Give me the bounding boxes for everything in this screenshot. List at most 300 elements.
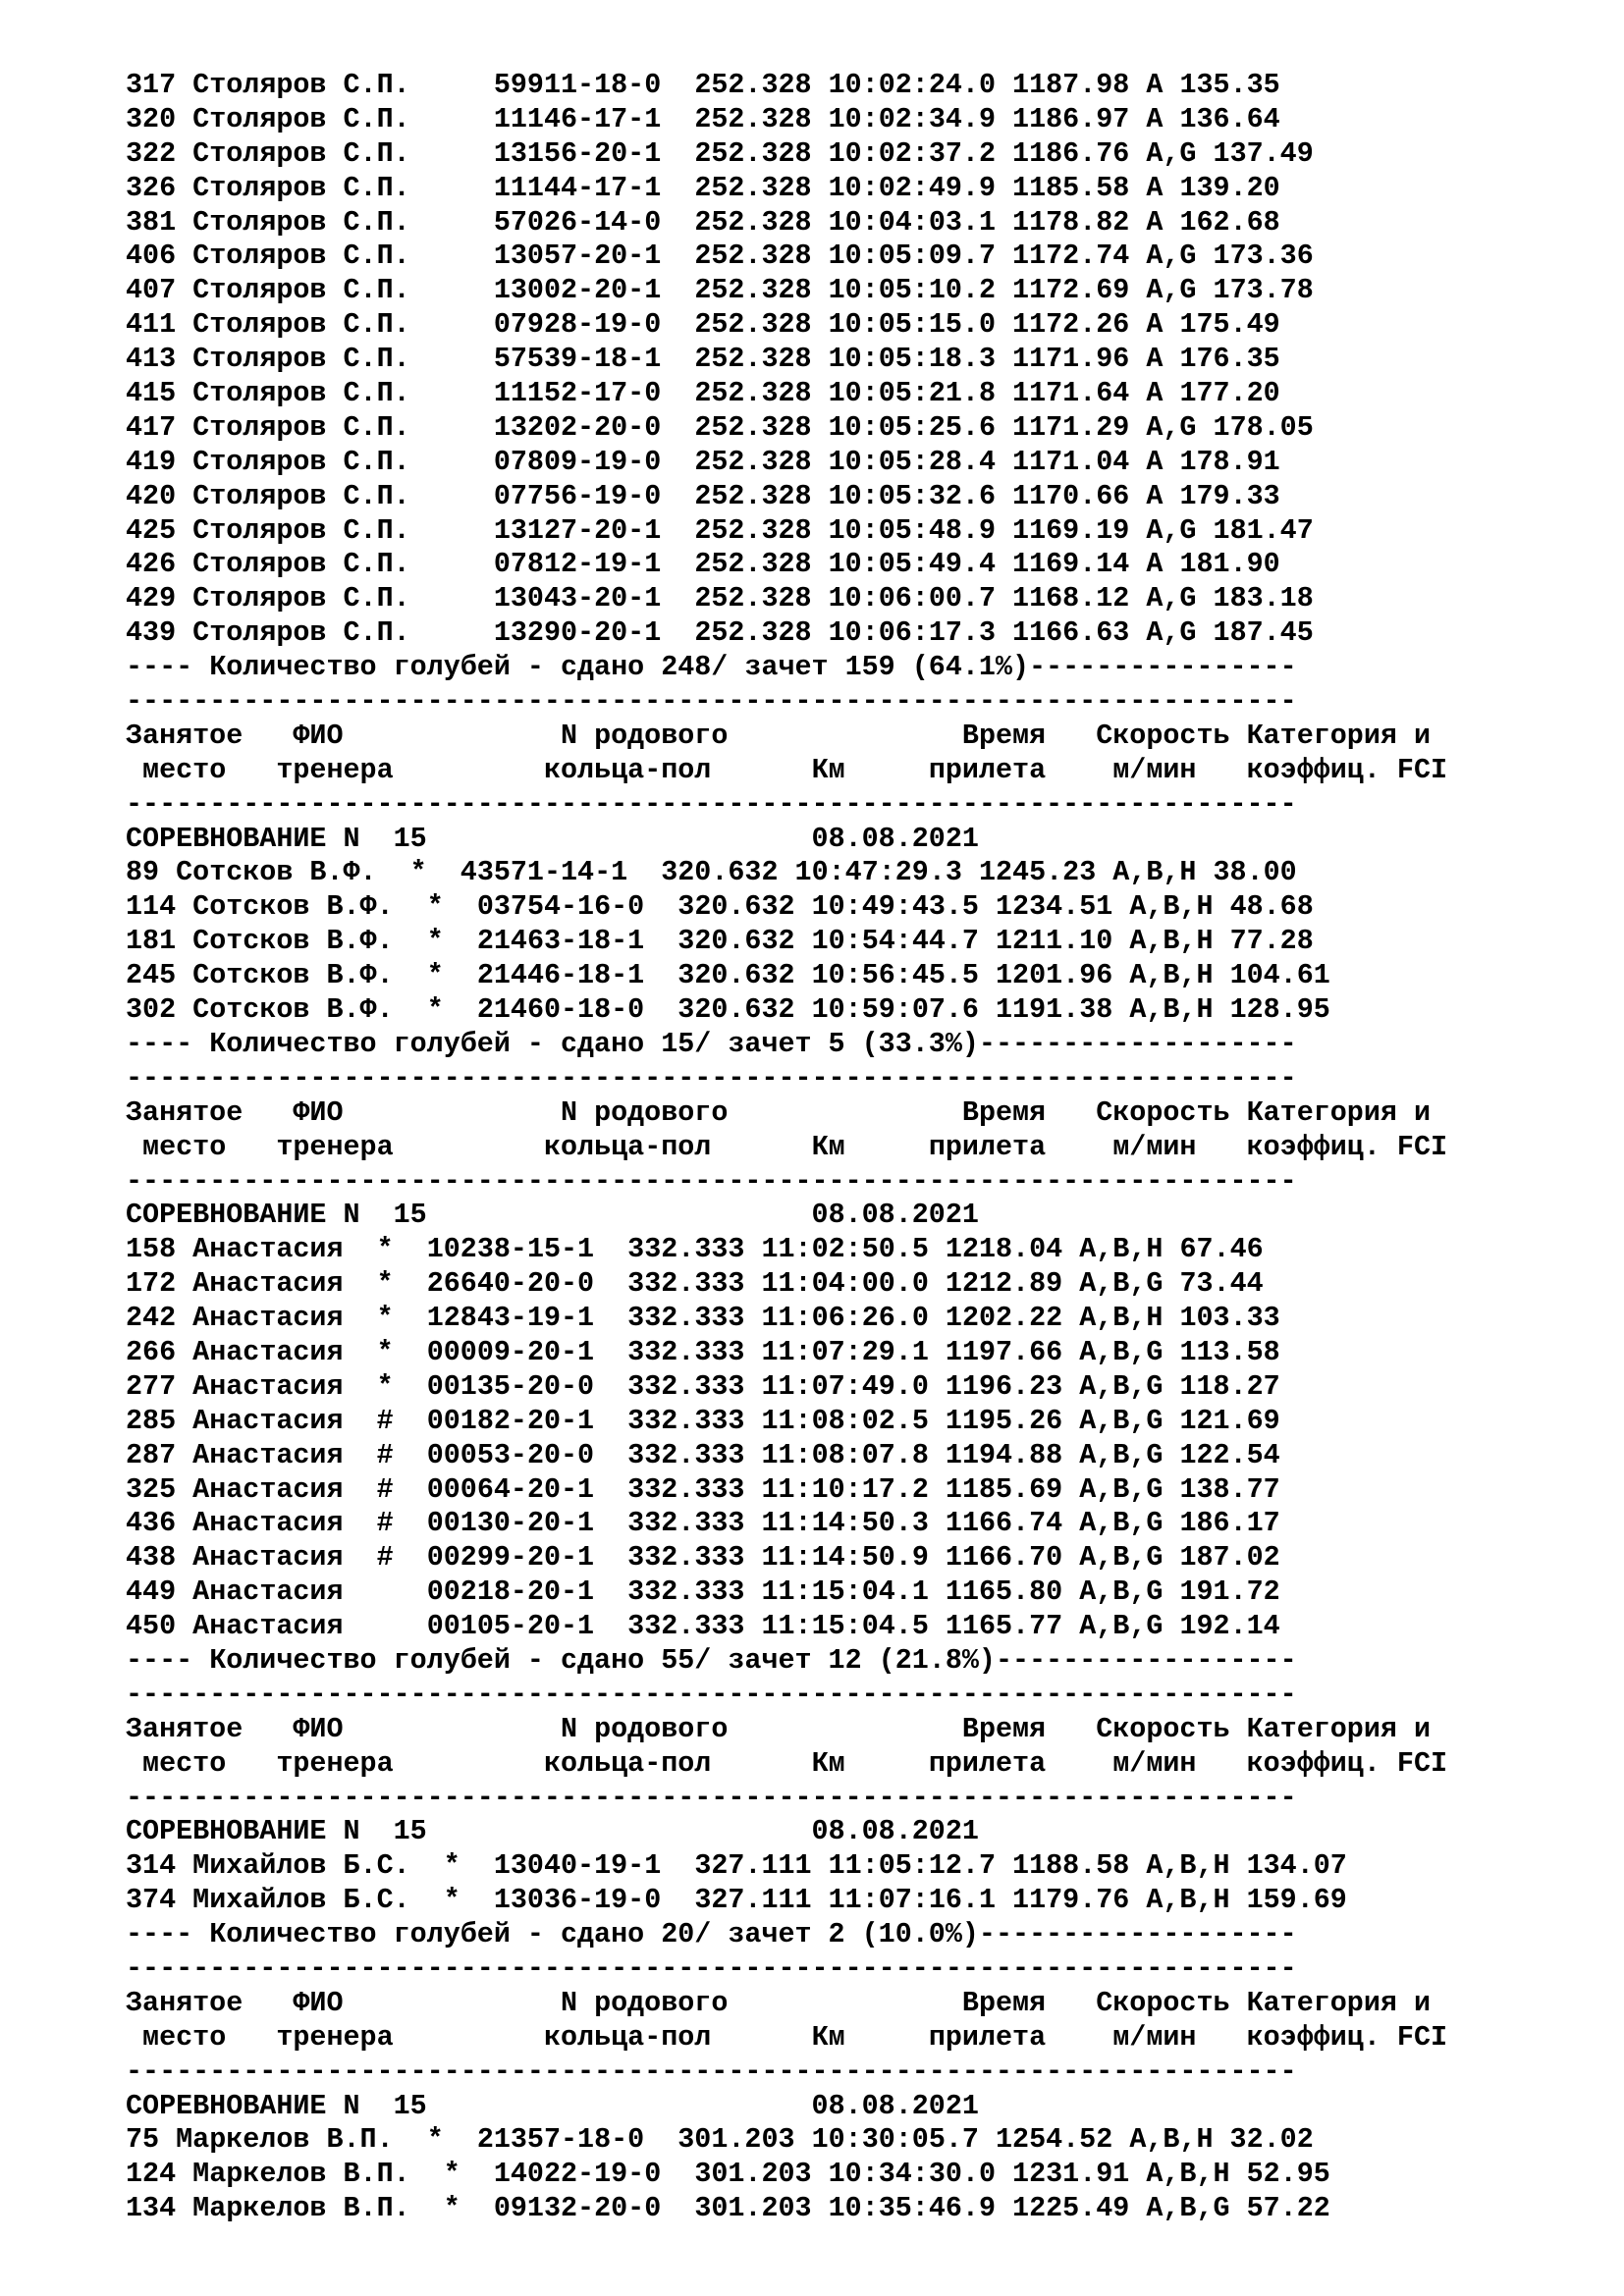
result-row <box>126 1473 1598 1508</box>
place: 172 <box>126 1267 177 1301</box>
place: 420 <box>126 479 177 512</box>
result-row <box>126 103 1598 137</box>
bird-mark <box>444 411 460 444</box>
ring-number: 00053-20-0 <box>426 1438 595 1471</box>
bird-mark <box>444 103 460 135</box>
trainer-name: Анастасия <box>192 1233 344 1266</box>
competition-date: 08.08.2021 <box>811 1815 979 1848</box>
header-place: Занятое <box>126 1986 244 2019</box>
arrival-time: 10:05:15.0 <box>828 308 996 342</box>
header-coef-fci: коэффиц. FCI <box>1246 1746 1448 1780</box>
speed: 1172.69 <box>1012 274 1130 307</box>
trainer-name: Столяров С.П. <box>192 343 410 376</box>
fci-coefficient: 187.02 <box>1179 1541 1280 1575</box>
header-time: Время <box>961 1712 1047 1745</box>
arrival-time: 11:04:00.0 <box>761 1267 929 1301</box>
result-row <box>126 1302 1598 1336</box>
bird-mark <box>444 69 460 101</box>
fci-coefficient: 77.28 <box>1229 925 1314 958</box>
result-row <box>126 274 1598 308</box>
header-place-2: место <box>142 1130 227 1163</box>
fci-coefficient: 178.05 <box>1213 410 1314 444</box>
header-time: Время <box>961 1095 1047 1129</box>
result-row <box>126 446 1598 480</box>
place: 114 <box>126 890 177 924</box>
result-row <box>126 1439 1598 1473</box>
summary-text: Количество голубей - сдано 15/ зачет 5 (33.3%) <box>209 1027 979 1060</box>
distance-km: 252.328 <box>694 205 812 239</box>
speed: 1171.96 <box>1012 343 1130 376</box>
speed: 1194.88 <box>945 1438 1063 1471</box>
place: 124 <box>126 2158 177 2191</box>
result-row <box>126 1405 1598 1439</box>
header-name-2: тренера <box>276 2020 394 2054</box>
bird-mark <box>444 548 460 580</box>
place: 317 <box>126 69 177 101</box>
category: A <box>1146 377 1164 410</box>
arrival-time: 10:56:45.5 <box>811 959 979 992</box>
arrival-time: 11:15:04.1 <box>761 1575 929 1609</box>
speed: 1225.49 <box>1012 2192 1130 2225</box>
header-place: Занятое <box>126 1712 244 1745</box>
place: 381 <box>126 205 177 239</box>
arrival-time: 10:05:25.6 <box>828 410 996 444</box>
distance-km: 252.328 <box>694 69 812 101</box>
arrival-time: 10:05:49.4 <box>828 548 996 581</box>
result-row <box>126 582 1598 616</box>
separator-line: ---------------------------------------------------------------------- <box>126 1781 1297 1814</box>
trainer-name: Столяров С.П. <box>192 171 410 204</box>
result-row <box>126 959 1598 993</box>
arrival-time: 10:05:32.6 <box>828 479 996 512</box>
trainer-name: Анастасия <box>192 1267 344 1301</box>
fci-coefficient: 139.20 <box>1179 171 1280 204</box>
distance-km: 332.333 <box>627 1233 745 1266</box>
ring-number: 00218-20-1 <box>426 1575 595 1609</box>
result-row <box>126 377 1598 411</box>
distance-km: 332.333 <box>627 1438 745 1471</box>
place: 326 <box>126 171 177 204</box>
trainer-name: Сотсков В.Ф. <box>176 856 377 889</box>
category: A <box>1146 171 1164 204</box>
place: 158 <box>126 1233 177 1266</box>
speed: 1196.23 <box>945 1369 1063 1403</box>
place: 450 <box>126 1610 177 1643</box>
result-row <box>126 514 1598 549</box>
column-header-line-1 <box>126 1096 1598 1131</box>
header-arrival: прилета <box>928 1130 1047 1163</box>
trainer-name: Анастасия <box>192 1369 344 1403</box>
header-name: ФИО <box>293 1712 344 1745</box>
bird-mark: * <box>426 2123 444 2157</box>
category: A,B,G <box>1079 1335 1164 1368</box>
results-printout <box>126 69 1598 2226</box>
category: A,G <box>1146 616 1197 650</box>
trainer-name: Сотсков В.Ф. <box>192 993 394 1027</box>
speed: 1201.96 <box>996 959 1113 992</box>
header-category: Категория и <box>1246 1712 1431 1745</box>
fci-coefficient: 179.33 <box>1179 479 1280 512</box>
result-row <box>126 343 1598 377</box>
bird-mark <box>377 1575 394 1608</box>
distance-km: 320.632 <box>677 959 795 992</box>
arrival-time: 10:30:05.7 <box>811 2123 979 2157</box>
bird-mark <box>444 582 460 614</box>
header-ring-2: кольца-пол <box>543 2020 712 2054</box>
arrival-time: 10:35:46.9 <box>828 2192 996 2225</box>
category: A,G <box>1146 410 1197 444</box>
result-row <box>126 2123 1598 2158</box>
distance-km: 332.333 <box>627 1507 745 1540</box>
header-place: Занятое <box>126 719 244 752</box>
competition-title: СОРЕВНОВАНИЕ N 15 <box>126 822 427 855</box>
fci-coefficient: 187.45 <box>1213 616 1314 650</box>
ring-number: 13057-20-1 <box>493 240 662 273</box>
speed: 1165.77 <box>945 1610 1063 1643</box>
distance-km: 252.328 <box>694 274 812 307</box>
bird-mark <box>444 446 460 478</box>
competition-line <box>126 2090 1598 2124</box>
header-km: Км <box>811 1130 845 1163</box>
ring-number: 12843-19-1 <box>426 1302 595 1335</box>
speed: 1178.82 <box>1012 205 1130 239</box>
header-speed: Скорость <box>1096 1712 1230 1745</box>
bird-mark <box>444 308 460 341</box>
distance-km: 252.328 <box>694 377 812 410</box>
distance-km: 332.333 <box>627 1575 745 1609</box>
result-row <box>126 137 1598 172</box>
separator-line: ---------------------------------------------------------------------- <box>126 1164 1297 1198</box>
distance-km: 327.111 <box>694 1884 812 1917</box>
ring-number: 00135-20-0 <box>426 1369 595 1403</box>
header-arrival: прилета <box>928 1746 1047 1780</box>
place: 75 <box>126 2123 160 2157</box>
fci-coefficient: 178.91 <box>1179 445 1280 478</box>
place: 374 <box>126 1884 177 1917</box>
fci-coefficient: 177.20 <box>1179 377 1280 410</box>
summary-line: ---- Количество голубей - сдано 55/ зачет 12 (21.8%)------------------ <box>126 1643 1297 1677</box>
fci-coefficient: 48.68 <box>1229 890 1314 924</box>
ring-number: 13127-20-1 <box>493 513 662 547</box>
ring-number: 57539-18-1 <box>493 343 662 376</box>
distance-km: 252.328 <box>694 445 812 478</box>
speed: 1245.23 <box>978 856 1097 889</box>
summary-line: ---- Количество голубей - сдано 20/ зачет 2 (10.0%)------------------- <box>126 1918 1297 1951</box>
bird-mark <box>444 172 460 204</box>
fci-coefficient: 191.72 <box>1179 1575 1280 1609</box>
distance-km: 332.333 <box>627 1541 745 1575</box>
bird-mark: # <box>376 1438 394 1471</box>
speed: 1186.76 <box>1012 136 1130 170</box>
distance-km: 301.203 <box>694 2192 812 2225</box>
speed: 1169.14 <box>1012 548 1130 581</box>
distance-km: 252.328 <box>694 513 812 547</box>
place: 245 <box>126 959 177 992</box>
category: A <box>1146 343 1164 376</box>
place: 181 <box>126 925 177 958</box>
header-arrival: прилета <box>928 753 1047 786</box>
header-name: ФИО <box>293 1095 344 1129</box>
trainer-name: Столяров С.П. <box>192 445 410 478</box>
arrival-time: 10:06:00.7 <box>828 582 996 615</box>
distance-km: 252.328 <box>694 616 812 650</box>
trainer-name: Столяров С.П. <box>192 410 410 444</box>
header-place-2: место <box>142 2020 227 2054</box>
result-row <box>126 2192 1598 2226</box>
header-name-2: тренера <box>276 753 394 786</box>
trainer-name: Маркелов В.П. <box>192 2192 410 2225</box>
speed: 1186.97 <box>1012 102 1130 135</box>
distance-km: 252.328 <box>694 171 812 204</box>
trainer-name: Маркелов В.П. <box>192 2158 410 2191</box>
summary-text: Количество голубей - сдано 55/ зачет 12 (21.8%) <box>209 1643 996 1677</box>
category: A <box>1146 205 1164 239</box>
speed: 1171.04 <box>1012 445 1130 478</box>
trainer-name: Михайлов Б.С. <box>192 1884 410 1917</box>
ring-number: 21357-18-0 <box>476 2123 645 2157</box>
category: A,B,H <box>1129 925 1214 958</box>
result-row <box>126 1507 1598 1541</box>
ring-number: 21446-18-1 <box>476 959 645 992</box>
arrival-time: 11:08:07.8 <box>761 1438 929 1471</box>
column-header-line-2 <box>126 1131 1598 1165</box>
header-time: Время <box>961 1986 1047 2019</box>
summary-text: Количество голубей - сдано 20/ зачет 2 (10.0%) <box>209 1918 979 1951</box>
competition-line <box>126 823 1598 857</box>
speed: 1168.12 <box>1012 582 1130 615</box>
place: 419 <box>126 445 177 478</box>
ring-number: 09132-20-0 <box>493 2192 662 2225</box>
category: A,B,H <box>1129 993 1214 1027</box>
competition-date: 08.08.2021 <box>811 822 979 855</box>
category: A,B,G <box>1079 1438 1164 1471</box>
arrival-time: 10:05:28.4 <box>828 445 996 478</box>
trainer-name: Анастасия <box>192 1507 344 1540</box>
header-coef-fci: коэффиц. FCI <box>1246 753 1448 786</box>
result-row <box>126 480 1598 514</box>
header-ring: N родового <box>561 1712 729 1745</box>
column-header-line-1 <box>126 720 1598 754</box>
trainer-name: Столяров С.П. <box>192 308 410 342</box>
separator-line: ---------------------------------------------------------------------- <box>126 685 1297 719</box>
header-speed: Скорость <box>1096 1095 1230 1129</box>
bird-mark: * <box>443 2158 460 2191</box>
category: A,G <box>1146 136 1197 170</box>
speed: 1195.26 <box>945 1404 1063 1437</box>
place: 287 <box>126 1438 177 1471</box>
bird-mark <box>444 616 460 649</box>
header-coef-fci: коэффиц. FCI <box>1246 2020 1448 2054</box>
result-row <box>126 2158 1598 2192</box>
arrival-time: 11:07:49.0 <box>761 1369 929 1403</box>
fci-coefficient: 173.78 <box>1213 274 1314 307</box>
ring-number: 00009-20-1 <box>426 1335 595 1368</box>
result-row <box>126 890 1598 925</box>
category: A,G <box>1146 274 1197 307</box>
result-row <box>126 69 1598 103</box>
distance-km: 320.632 <box>677 993 795 1027</box>
result-row <box>126 616 1598 651</box>
header-place-2: место <box>142 753 227 786</box>
fci-coefficient: 128.95 <box>1229 993 1330 1027</box>
result-row <box>126 240 1598 274</box>
fci-coefficient: 135.35 <box>1179 69 1280 101</box>
arrival-time: 10:34:30.0 <box>828 2158 996 2191</box>
fci-coefficient: 181.47 <box>1213 513 1314 547</box>
ring-number: 00105-20-1 <box>426 1610 595 1643</box>
bird-mark: # <box>376 1404 394 1437</box>
header-category: Категория и <box>1246 1986 1431 2019</box>
header-time: Время <box>961 719 1047 752</box>
competition-date: 08.08.2021 <box>811 1199 979 1232</box>
separator-line: ---------------------------------------------------------------------- <box>126 1951 1297 1985</box>
place: 426 <box>126 548 177 581</box>
arrival-time: 11:07:29.1 <box>761 1335 929 1368</box>
header-coef-fci: коэффиц. FCI <box>1246 1130 1448 1163</box>
category: A,B,H <box>1146 2158 1230 2191</box>
column-header-line-1 <box>126 1713 1598 1747</box>
fci-coefficient: 57.22 <box>1246 2192 1330 2225</box>
speed: 1191.38 <box>996 993 1113 1027</box>
header-speed-unit: м/мин <box>1112 753 1197 786</box>
ring-number: 00064-20-1 <box>426 1472 595 1506</box>
ring-number: 07756-19-0 <box>493 479 662 512</box>
ring-number: 00299-20-1 <box>426 1541 595 1575</box>
bird-mark <box>377 1610 394 1642</box>
bird-mark: # <box>376 1472 394 1506</box>
fci-coefficient: 138.77 <box>1179 1472 1280 1506</box>
category: A <box>1146 548 1164 581</box>
distance-km: 252.328 <box>694 136 812 170</box>
category: A,G <box>1146 513 1197 547</box>
bird-mark <box>444 274 460 306</box>
distance-km: 252.328 <box>694 582 812 615</box>
speed: 1166.74 <box>945 1507 1063 1540</box>
category: A,B,G <box>1079 1369 1164 1403</box>
result-row <box>126 1233 1598 1267</box>
distance-km: 252.328 <box>694 548 812 581</box>
trainer-name: Столяров С.П. <box>192 69 410 101</box>
speed: 1166.63 <box>1012 616 1130 650</box>
bird-mark: * <box>426 890 444 924</box>
fci-coefficient: 67.46 <box>1179 1233 1264 1266</box>
header-ring-2: кольца-пол <box>543 753 712 786</box>
fci-coefficient: 137.49 <box>1213 136 1314 170</box>
ring-number: 07809-19-0 <box>493 445 662 478</box>
distance-km: 332.333 <box>627 1404 745 1437</box>
result-row <box>126 206 1598 240</box>
separator-line: ---------------------------------------------------------------------- <box>126 787 1297 821</box>
place: 436 <box>126 1507 177 1540</box>
place: 134 <box>126 2192 177 2225</box>
bird-mark <box>444 206 460 239</box>
competition-title: СОРЕВНОВАНИЕ N 15 <box>126 2089 427 2122</box>
fci-coefficient: 136.64 <box>1179 102 1280 135</box>
speed: 1166.70 <box>945 1541 1063 1575</box>
arrival-time: 10:47:29.3 <box>794 856 962 889</box>
speed: 1172.26 <box>1012 308 1130 342</box>
ring-number: 21460-18-0 <box>476 993 645 1027</box>
distance-km: 301.203 <box>677 2123 795 2157</box>
competition-line <box>126 1199 1598 1233</box>
fci-coefficient: 186.17 <box>1179 1507 1280 1540</box>
fci-coefficient: 183.18 <box>1213 582 1314 615</box>
header-category: Категория и <box>1246 719 1431 752</box>
speed: 1212.89 <box>945 1267 1063 1301</box>
place: 438 <box>126 1541 177 1575</box>
place: 277 <box>126 1369 177 1403</box>
competition-date: 08.08.2021 <box>811 2089 979 2122</box>
bird-mark: * <box>376 1335 394 1368</box>
fci-coefficient: 162.68 <box>1179 205 1280 239</box>
bird-mark: * <box>409 856 427 889</box>
column-header-line-2 <box>126 2021 1598 2056</box>
arrival-time: 10:54:44.7 <box>811 925 979 958</box>
place: 439 <box>126 616 177 650</box>
trainer-name: Анастасия <box>192 1472 344 1506</box>
column-header-line-2 <box>126 1747 1598 1782</box>
result-row <box>126 1849 1598 1884</box>
ring-number: 07812-19-1 <box>493 548 662 581</box>
speed: 1187.98 <box>1012 69 1130 101</box>
result-row <box>126 1884 1598 1918</box>
ring-number: 13043-20-1 <box>493 582 662 615</box>
result-row <box>126 308 1598 343</box>
category: A,B,G <box>1079 1472 1164 1506</box>
bird-mark: # <box>376 1507 394 1540</box>
fci-coefficient: 192.14 <box>1179 1610 1280 1643</box>
header-ring: N родового <box>561 1095 729 1129</box>
speed: 1185.58 <box>1012 171 1130 204</box>
result-row <box>126 548 1598 582</box>
bird-mark <box>444 137 460 170</box>
bird-mark: * <box>376 1302 394 1335</box>
speed: 1185.69 <box>945 1472 1063 1506</box>
trainer-name: Анастасия <box>192 1335 344 1368</box>
header-arrival: прилета <box>928 2020 1047 2054</box>
arrival-time: 10:02:37.2 <box>828 136 996 170</box>
ring-number: 21463-18-1 <box>476 925 645 958</box>
speed: 1169.19 <box>1012 513 1130 547</box>
arrival-time: 11:14:50.9 <box>761 1541 929 1575</box>
category: A,B,G <box>1079 1610 1164 1643</box>
summary-line: ---- Количество голубей - сдано 15/ зачет 5 (33.3%)------------------- <box>126 1027 1297 1060</box>
category: A,B,G <box>1079 1507 1164 1540</box>
distance-km: 252.328 <box>694 343 812 376</box>
category: A,B,H <box>1146 1884 1230 1917</box>
fci-coefficient: 52.95 <box>1246 2158 1330 2191</box>
distance-km: 332.333 <box>627 1369 745 1403</box>
place: 425 <box>126 513 177 547</box>
category: A,B,H <box>1112 856 1197 889</box>
category: A,G <box>1146 582 1197 615</box>
header-place: Занятое <box>126 1095 244 1129</box>
bird-mark: * <box>426 993 444 1027</box>
trainer-name: Столяров С.П. <box>192 240 410 273</box>
header-ring: N родового <box>561 1986 729 2019</box>
speed: 1218.04 <box>945 1233 1063 1266</box>
column-header-line-2 <box>126 754 1598 788</box>
category: A,B,H <box>1146 1849 1230 1883</box>
place: 449 <box>126 1575 177 1609</box>
bird-mark: * <box>376 1233 394 1266</box>
arrival-time: 10:05:48.9 <box>828 513 996 547</box>
ring-number: 00182-20-1 <box>426 1404 595 1437</box>
trainer-name: Столяров С.П. <box>192 513 410 547</box>
ring-number: 43571-14-1 <box>460 856 628 889</box>
distance-km: 332.333 <box>627 1335 745 1368</box>
place: 266 <box>126 1335 177 1368</box>
